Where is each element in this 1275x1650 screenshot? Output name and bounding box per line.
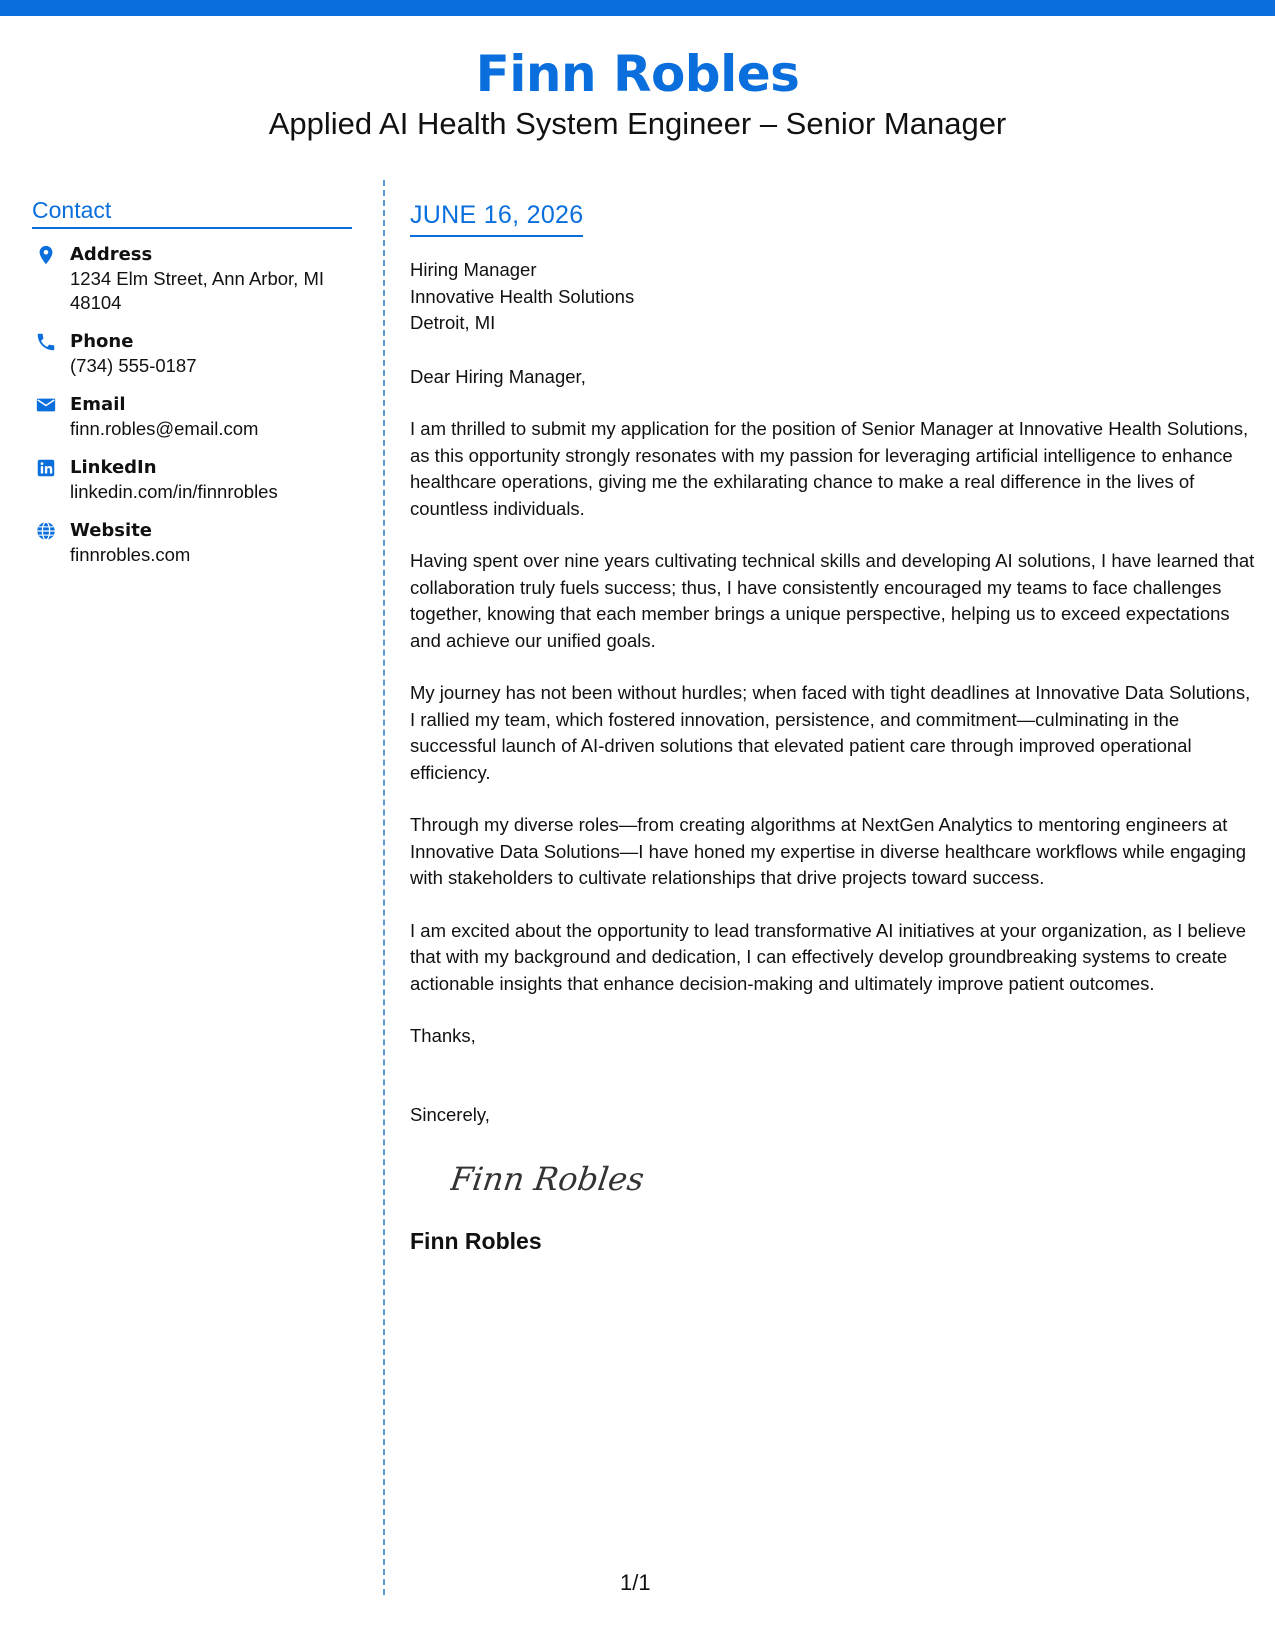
contact-email — [32, 393, 352, 441]
applicant-name: Finn Robles — [475, 45, 800, 103]
letter-date: JUNE 16, 2026 — [410, 200, 583, 237]
signed-name: Finn Robles — [410, 1228, 542, 1254]
phone-value: (734) 555-0187 — [70, 355, 197, 376]
website-value[interactable]: finnrobles.com — [70, 544, 191, 565]
letter-paragraph: My journey has not been without hurdles; when faced with tight deadlines at Innovative Data Solutions, I rallied my team, which fostered innovation, persistence, and commitment—culminating in the successful launch of AI-driven solutions that elevated patient care through improved operational efficiency. — [410, 682, 1251, 783]
contact-label: Phone — [70, 331, 134, 352]
letter-paragraph: Having spent over nine years cultivating technical skills and developing AI solutions, I have learned that collaboration truly fuels success; thus, I have consistently encouraged my teams to face challenges together, knowing that each member brings a unique perspective, helping us to exceed expectations and achieve our unified goals. — [410, 550, 1255, 651]
letter-paragraph: Through my diverse roles—from creating algorithms at NextGen Analytics to mentoring engineers at Innovative Data Solutions—I have honed my expertise in diverse healthcare workflows while engaging with stakeholders to cultivate relationships that drive projects toward success. — [410, 814, 1247, 888]
letter-body — [410, 200, 1255, 1255]
contact-label: Website — [70, 520, 153, 541]
applicant-title: Applied AI Health System Engineer – Senior Manager — [268, 106, 1007, 141]
contact-label: LinkedIn — [70, 457, 157, 478]
handwritten-signature — [450, 1148, 650, 1208]
contact-phone — [32, 330, 352, 378]
contact-label: Address — [70, 244, 153, 265]
contact-website — [32, 519, 352, 567]
recipient-line: Innovative Health Solutions — [410, 285, 635, 307]
location-pin-icon — [35, 244, 57, 266]
contact-address — [32, 243, 352, 315]
email-value[interactable]: finn.robles@email.com — [70, 418, 259, 439]
thanks-line: Thanks, — [410, 1025, 476, 1046]
recipient-line: Hiring Manager — [410, 259, 537, 280]
letter-paragraph: I am excited about the opportunity to lead transformative AI initiatives at your organization, as I believe that with my background and dedication, I can effectively develop groundbreaking systems to create actionable insights that enhance decision-making and ultimately improve patient outcomes. — [410, 919, 1247, 994]
globe-icon — [35, 520, 57, 542]
phone-icon — [35, 331, 57, 353]
contact-linkedin — [32, 456, 352, 504]
linkedin-value[interactable]: linkedin.com/in/finnrobles — [70, 481, 278, 502]
contact-sidebar — [32, 196, 352, 582]
contact-label: Email — [70, 394, 126, 415]
address-value: 1234 Elm Street, Ann Arbor, MI 48104 — [70, 268, 324, 313]
linkedin-icon — [35, 457, 57, 479]
recipient-block — [410, 257, 1255, 337]
signature-text: Finn Robles — [450, 1160, 647, 1198]
recipient-line: Detroit, MI — [410, 312, 496, 333]
salutation: Dear Hiring Manager, — [410, 365, 586, 387]
closing-line: Sincerely, — [410, 1103, 490, 1125]
letter-paragraph: I am thrilled to submit my application for the position of Senior Manager at Innovative Health Solutions, as this opportunity strongly resonates with my passion for leveraging artificial intelligence to enhance healthcare operations, giving me the exhilarating chance to make a real difference in the lives of countless individuals. — [410, 418, 1249, 519]
page-number: 1/1 — [620, 1570, 651, 1595]
contact-section-title: Contact — [32, 196, 352, 229]
envelope-icon — [35, 394, 57, 416]
top-accent-bar — [0, 0, 1275, 16]
resume-header — [0, 44, 1275, 144]
column-divider — [383, 180, 385, 1595]
